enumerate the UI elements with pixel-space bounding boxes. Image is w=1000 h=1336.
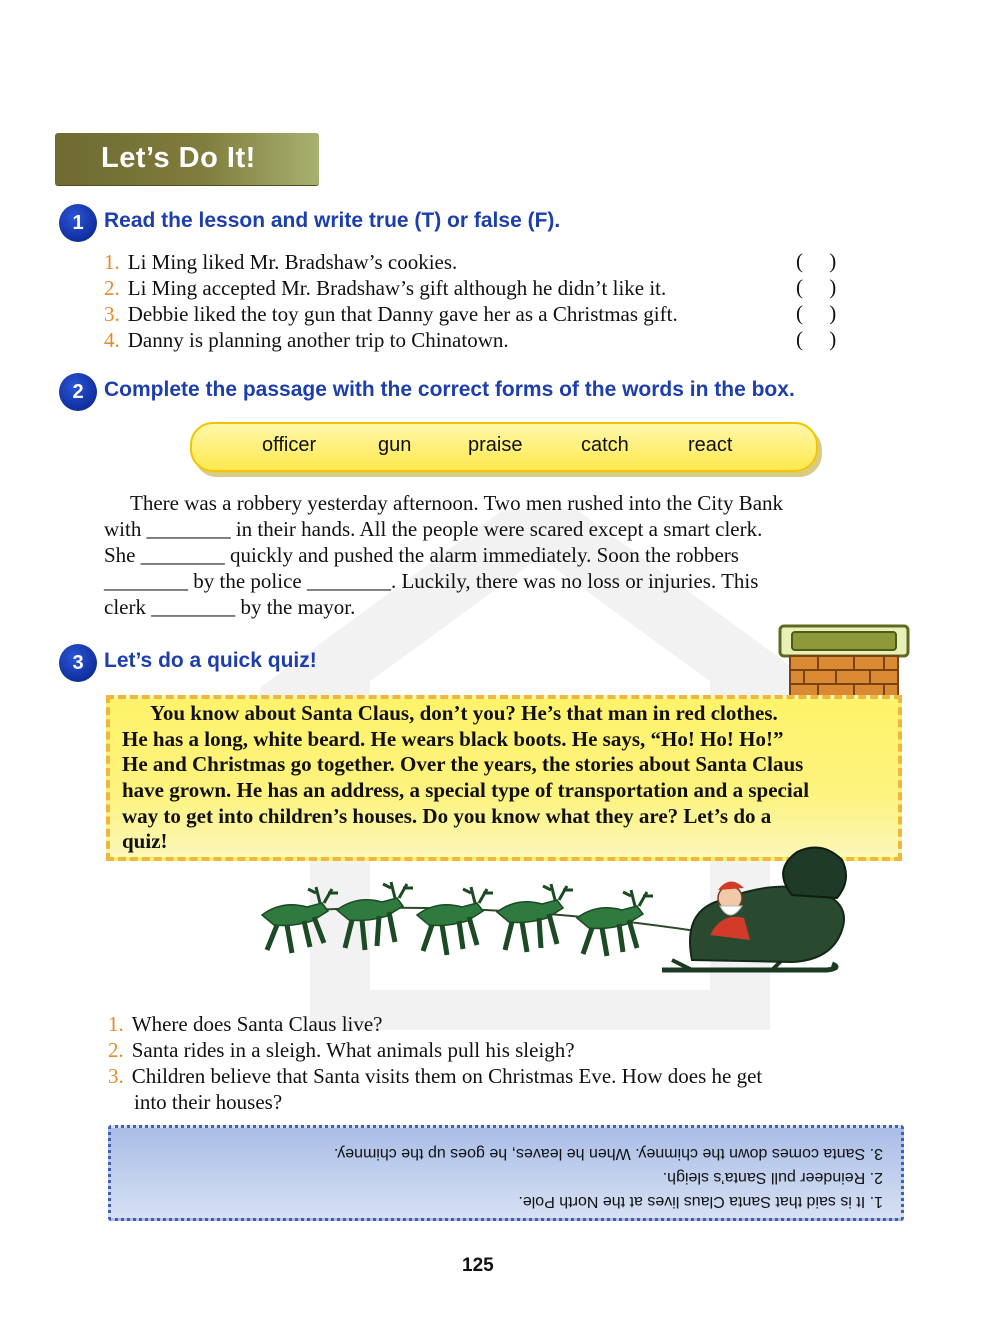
tf-answer-blank[interactable]: ( )	[796, 275, 837, 299]
section-3-badge: 3	[59, 644, 97, 682]
section-1-badge: 1	[59, 204, 97, 242]
passage-line-3: She ________ quickly and pushed the alarm immediately. Soon the robbers	[104, 543, 739, 567]
passage-line-4: ________ by the police ________. Luckily, there was no loss or injuries. This	[104, 569, 759, 593]
upside-down-answer-box	[108, 1125, 904, 1221]
tf-item-1	[104, 249, 457, 275]
tf-item-text: Li Ming liked Mr. Bradshaw’s cookies.	[127, 250, 458, 274]
question-text: Children believe that Santa visits them on Christmas Eve. How does he get	[131, 1064, 763, 1088]
question-number: 2.	[108, 1038, 124, 1062]
passage-line-5: clerk ________ by the mayor.	[104, 595, 356, 619]
tf-item-number: 1.	[104, 250, 120, 274]
quiz-line-1: You know about Santa Claus, don’t you? He’s that man in red clothes.	[150, 701, 778, 725]
tf-item-text: Li Ming accepted Mr. Bradshaw’s gift although he didn’t like it.	[127, 276, 667, 300]
passage-line-1: There was a robbery yesterday afternoon. Two men rushed into the City Bank	[130, 491, 784, 515]
word-react: react	[688, 434, 733, 456]
tf-item-text: Danny is planning another trip to Chinatown.	[127, 328, 509, 352]
question-number: 3.	[108, 1064, 124, 1088]
quiz-question-3-continued: into their houses?	[134, 1090, 283, 1114]
tf-item-number: 4.	[104, 328, 120, 352]
quiz-question-2	[108, 1037, 575, 1063]
quiz-line-6: quiz!	[122, 829, 168, 853]
word-box	[190, 422, 818, 472]
tf-answer-blank[interactable]: ( )	[796, 327, 837, 351]
question-text: Santa rides in a sleigh. What animals pull his sleigh?	[131, 1038, 575, 1062]
word-catch: catch	[581, 434, 629, 456]
tf-item-3	[104, 301, 678, 327]
quiz-line-2: He has a long, white beard. He wears black boots. He says, “Ho! Ho! Ho!”	[122, 727, 784, 751]
chimney-icon	[778, 624, 910, 698]
tf-item-2	[104, 275, 666, 301]
quiz-line-4: have grown. He has an address, a special type of transportation and a special	[122, 778, 810, 802]
banner-title: Let’s Do It!	[101, 142, 256, 174]
section-3-title: Let’s do a quick quiz!	[104, 649, 317, 672]
tf-answer-blank[interactable]: ( )	[796, 301, 837, 325]
quiz-question-3	[108, 1063, 762, 1089]
quiz-line-5: way to get into children’s houses. Do you know what they are? Let’s do a	[122, 804, 772, 828]
quiz-question-1	[108, 1011, 383, 1037]
santa-sleigh-reindeer-icon	[252, 840, 852, 990]
answer-line-3: 3. Santa comes down the chimney. When he leaves, he goes up the chimney.	[333, 1145, 883, 1162]
quiz-line-3: He and Christmas go together. Over the years, the stories about Santa Claus	[122, 752, 804, 776]
passage-line-2: with ________ in their hands. All the people were scared except a smart clerk.	[104, 517, 763, 541]
section-2-badge: 2	[59, 373, 97, 411]
word-officer: officer	[262, 434, 317, 456]
lets-do-it-banner	[55, 133, 319, 185]
word-gun: gun	[378, 434, 412, 456]
tf-answer-blank[interactable]: ( )	[796, 249, 837, 273]
question-number: 1.	[108, 1012, 124, 1036]
answer-line-2: 2. Reindeer pull Santa’s sleigh.	[662, 1169, 883, 1186]
answer-line-1: 1. It is said that Santa Claus lives at the North Pole.	[518, 1193, 883, 1210]
question-text: Where does Santa Claus live?	[131, 1012, 383, 1036]
tf-item-number: 3.	[104, 302, 120, 326]
answer-content	[111, 1128, 901, 1218]
section-1-title: Read the lesson and write true (T) or false (F).	[104, 209, 561, 232]
section-2-title: Complete the passage with the correct forms of the words in the box.	[104, 378, 795, 401]
page-number: 125	[462, 1255, 494, 1276]
tf-item-number: 2.	[104, 276, 120, 300]
word-praise: praise	[468, 434, 523, 456]
tf-item-4	[104, 327, 509, 353]
tf-item-text: Debbie liked the toy gun that Danny gave her as a Christmas gift.	[127, 302, 678, 326]
